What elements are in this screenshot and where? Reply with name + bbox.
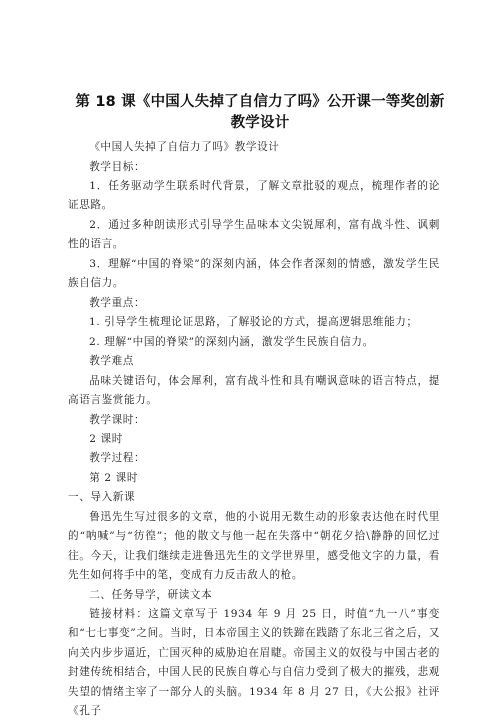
- hours-value: 2 课时: [89, 433, 123, 445]
- section-2-heading: 二、任务导学，研读文本: [89, 589, 213, 601]
- document-subtitle: 《中国人失掉了自信力了吗》教学设计: [89, 141, 280, 153]
- document-title-line-1: 第 18 课《中国人失掉了自信力了吗》公开课一等奖创新: [75, 94, 445, 110]
- section-1-heading: 一、导入新课: [68, 491, 136, 503]
- difficulty-text: 品味关键语句，体会犀利，富有战斗性和具有嘲讽意味的语言特点，提高语言鉴赏能力。: [68, 375, 440, 407]
- objective-3: 3．理解“中国的脊梁”的深刻内涵，体会作者深刻的情感，激发学生民族自信力。: [68, 258, 440, 290]
- difficulty-heading: 教学难点: [89, 355, 134, 367]
- objectives-heading: 教学目标：: [89, 161, 146, 173]
- hours-heading: 教学课时：: [89, 414, 146, 426]
- objective-2: 2．通过多种朗读形式引导学生品味本文尖锐犀利，富有战斗性、讽刺性的语言。: [68, 219, 440, 251]
- key-points-heading: 教学重点：: [89, 297, 146, 309]
- objective-1: 1．任务驱动学生联系时代背景，了解文章批驳的观点，梳理作者的论证思路。: [68, 180, 440, 212]
- background-paragraph: 链接材料：这篇文章写于 1934 年 9 月 25 日，时值“九一八”事变和“七七事变”之间。当时，日本帝国主义的铁蹄在践踏了东北三省之后，又向关内步步逼近，亡国灭种的威胁迫在眉睫。帝国主义的奴役与中国古老的封建传统相结合，中国人民的民族自尊心与自信力受到了极大的摧残，悲观失望的情绪主宰了一部分人的头脑。1934 年 8 月 27 日，《大公报》社评《孔子: [68, 608, 440, 718]
- intro-paragraph: 鲁迅先生写过很多的文章，他的小说用无数生动的形象表达他在时代里的“呐喊”与“彷徨”；他的散文与他一起在失落中“朝花夕拾\静静的回忆过往。今天，让我们继续走进鲁迅先生的文学世界里，感受他文字的力量，看先生如何将手中的笔，变成有力反击敌人的枪。: [68, 511, 440, 582]
- process-heading: 教学过程：: [89, 452, 146, 464]
- lesson-2-label: 第 2 课时: [89, 472, 139, 484]
- key-point-2: 2. 理解“中国的脊梁”的深刻内涵，激发学生民族自信力。: [89, 336, 374, 348]
- document-title-line-2: 教学设计: [230, 115, 290, 131]
- key-point-1: 1. 引导学生梳理论证思路，了解驳论的方式，提高逻辑思维能力；: [89, 316, 418, 328]
